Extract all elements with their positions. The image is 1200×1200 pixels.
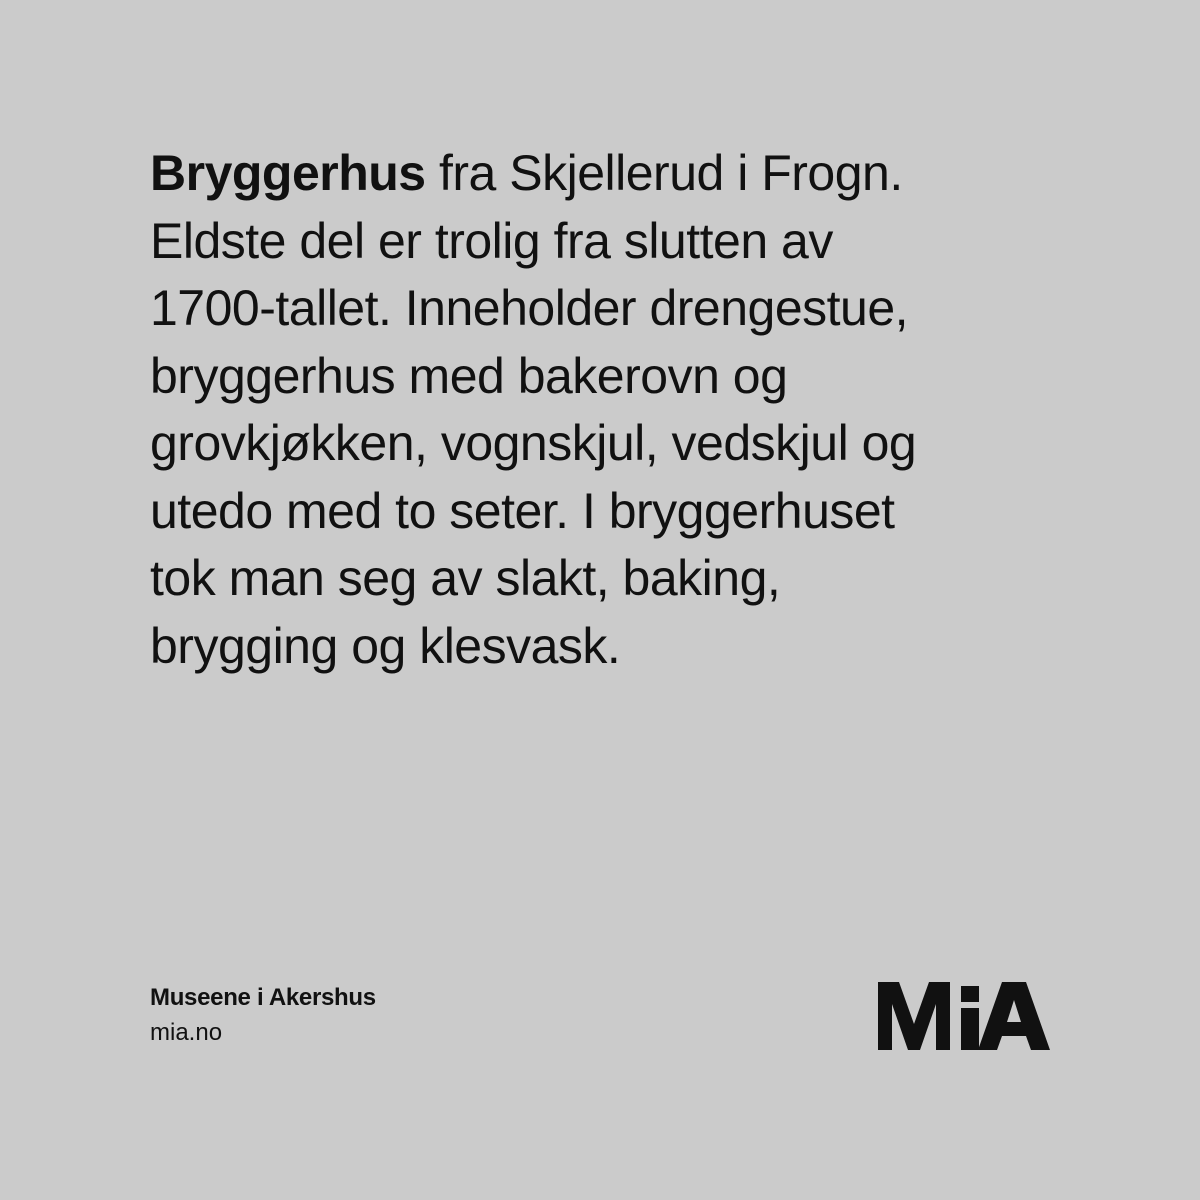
logo-letter-i-stem [961, 1008, 979, 1050]
description-text [150, 140, 1090, 680]
logo-letter-a [978, 982, 1050, 1050]
description-line: Eldste del er trolig fra slutten av [150, 212, 833, 269]
logo-letter-i-dot [961, 986, 979, 1002]
mia-logo [876, 978, 1052, 1054]
description-line: brygging og klesvask. [150, 617, 621, 674]
logo-letter-m [878, 982, 950, 1050]
description-line: bryggerhus med bakerovn og [150, 347, 788, 404]
description-title-rest: fra Skjellerud i Frogn. [425, 145, 903, 201]
description-title: Bryggerhus [150, 145, 426, 201]
description-line [150, 140, 1090, 208]
description-line: 1700-tallet. Inneholder drengestue, [150, 280, 909, 336]
description-line: grovkjøkken, vognskjul, vedskjul og [150, 415, 917, 471]
website-link[interactable]: mia.no [150, 1019, 223, 1046]
description-line: utedo med to seter. I bryggerhuset [150, 482, 895, 539]
organization-name: Museene i Akershus [150, 984, 376, 1011]
description-line: tok man seg av slakt, baking, [150, 550, 781, 606]
